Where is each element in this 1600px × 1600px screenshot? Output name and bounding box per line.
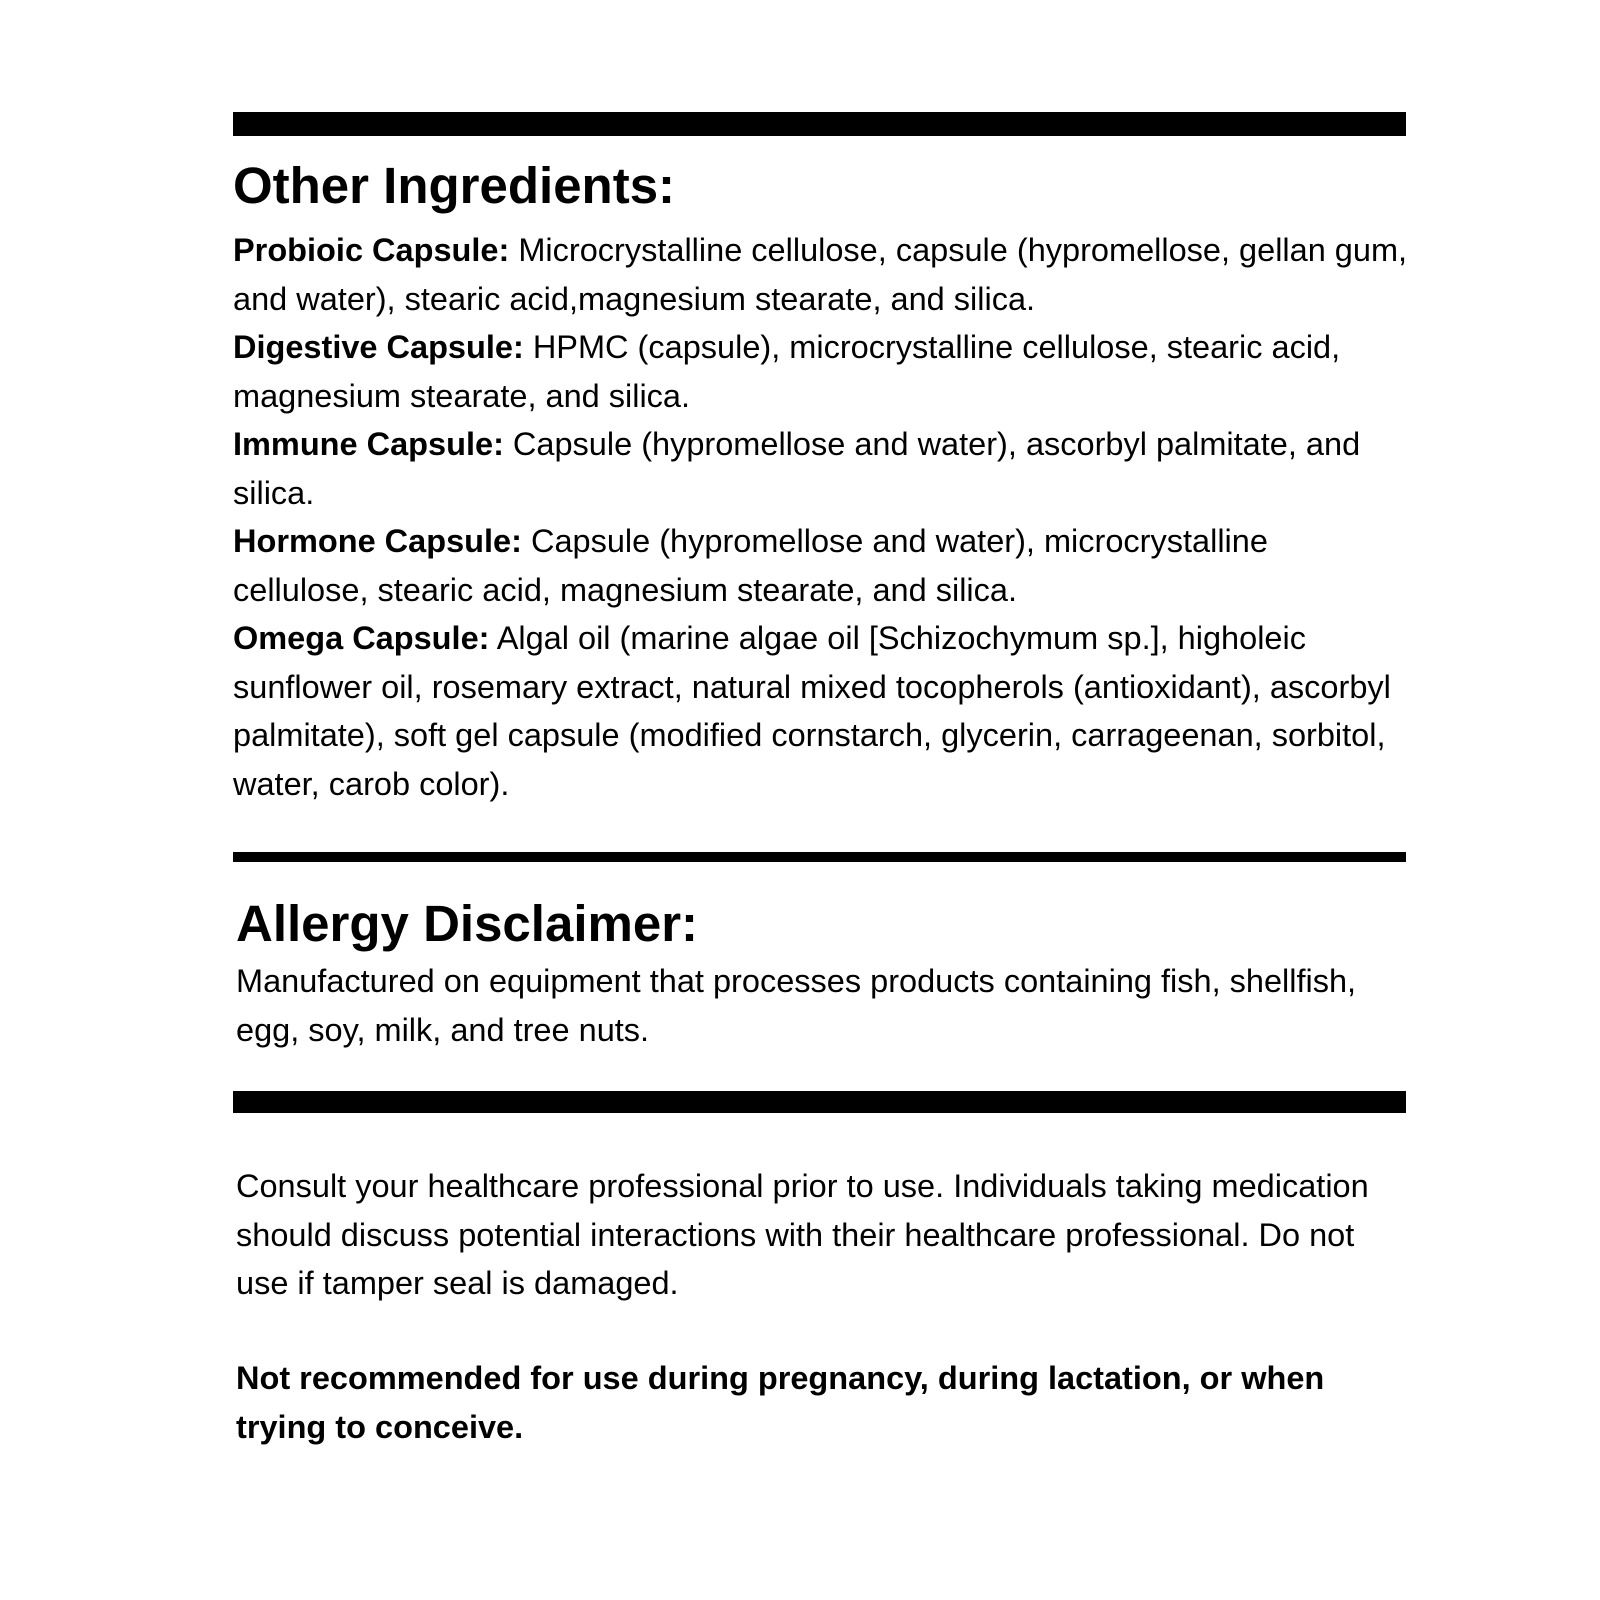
ingredients-list (233, 226, 1408, 808)
ingredient-entry-immune (233, 420, 1408, 517)
consult-text: Consult your healthcare professional prior to use. Individuals taking medication should discuss potential interactions with their healthcare professional. Do not use if tamper seal is damaged. (236, 1168, 1369, 1301)
ingredient-text: Capsule (hypromellose and water), ascorbyl palmitate, and silica. (233, 426, 1361, 511)
ingredient-label: Hormone Capsule: (233, 523, 522, 559)
consult-notice (236, 1162, 1408, 1308)
other-ingredients-heading: Other Ingredients: (233, 157, 676, 214)
allergy-disclaimer-heading: Allergy Disclaimer: (236, 895, 699, 952)
ingredient-text: Algal oil (marine algae oil [Schizochymum sp.], higholeic sunflower oil, rosemary extract, natural mixed tocopherols (antioxidant), ascorbyl palmitate), soft gel capsule (modified cornstarch, glycerin, carrageenan, sorbitol, water, carob color). (233, 620, 1391, 802)
ingredient-label: Immune Capsule: (233, 426, 504, 462)
ingredient-entry-hormone (233, 517, 1408, 614)
allergy-text: Manufactured on equipment that processes products containing fish, shellfish, egg, soy, milk, and tree nuts. (236, 963, 1357, 1048)
ingredient-text: Microcrystalline cellulose, capsule (hypromellose, gellan gum, and water), stearic acid,magnesium stearate, and silica. (233, 232, 1408, 317)
ingredient-entry-digestive (233, 323, 1408, 420)
middle-divider-bar (233, 852, 1406, 862)
warning-text: Not recommended for use during pregnancy, during lactation, or when trying to conceive. (236, 1360, 1325, 1445)
top-divider-bar (233, 112, 1406, 136)
ingredient-text: Capsule (hypromellose and water), microcrystalline cellulose, stearic acid, magnesium stearate, and silica. (233, 523, 1268, 608)
ingredient-entry-omega (233, 614, 1408, 808)
allergy-disclaimer-text (236, 957, 1408, 1054)
ingredient-label: Omega Capsule: (233, 620, 490, 656)
bottom-divider-bar (233, 1091, 1406, 1113)
pregnancy-warning (236, 1354, 1408, 1451)
ingredient-text: HPMC (capsule), microcrystalline cellulose, stearic acid, magnesium stearate, and silica. (233, 329, 1341, 414)
ingredient-label: Digestive Capsule: (233, 329, 524, 365)
ingredient-label: Probioic Capsule: (233, 232, 510, 268)
ingredient-entry-probiotic (233, 226, 1408, 323)
